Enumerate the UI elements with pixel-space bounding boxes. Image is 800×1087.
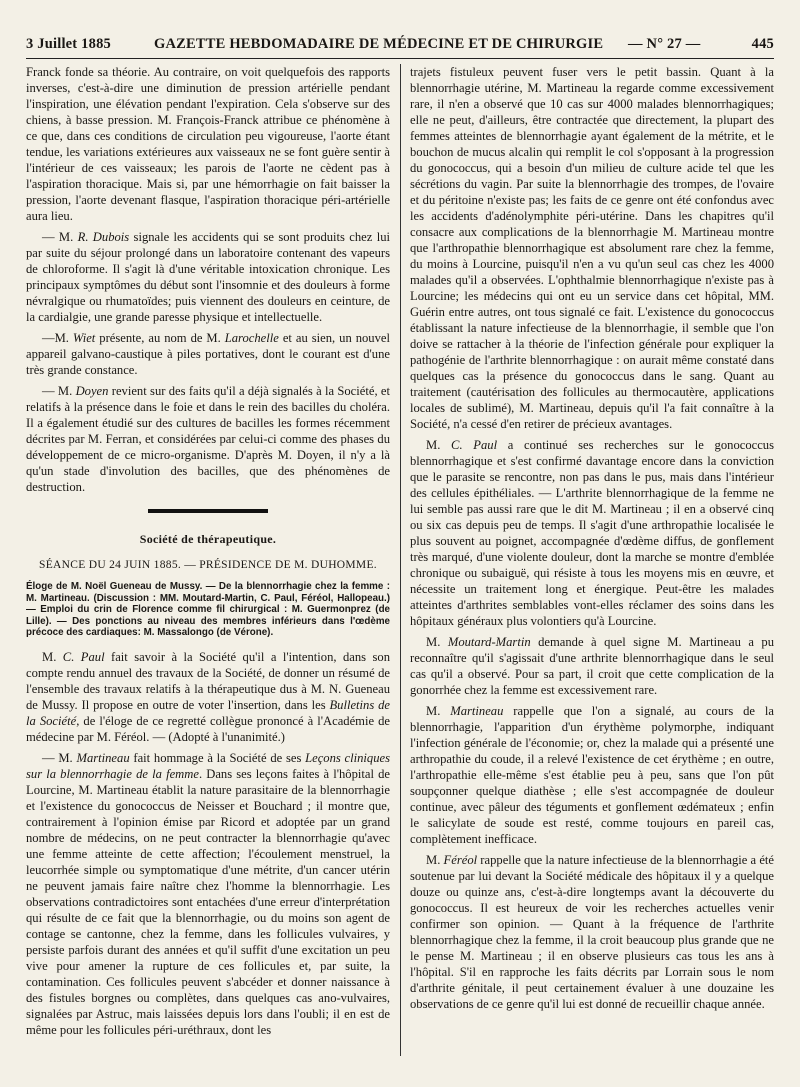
speaker-name: R. Dubois [77,230,130,244]
italic-title: Bulletins de la Société [26,697,390,728]
speaker-name: C. Paul [451,438,498,452]
dash-prefix: — M. [42,384,76,398]
paragraph-text: fait hommage à la Société de ses [129,750,306,765]
column-divider [400,64,401,1056]
left-column [26,64,390,1054]
paragraph-moutard-martin [410,634,774,698]
section-separator [148,509,268,513]
session-summary: Éloge de M. Noël Gueneau de Mussy. — De la blennorrhagie chez la femme : M. Martineau. (Discussion : MM. Moutard-Martin, C. Paul, Féréol, Hallopeau.) — Emploi du crin de Florence comme fil chirurgical : M. Guermonprez (de Lille). — Des ponctions au niveau des membres inférieurs dans l'œdème précoce des cardiaques: M. Massalongo (de Vérone). [26,581,390,639]
paragraph-text: a continué ses recherches sur le gonococcus blennorrhagique et s'est confirmé davantage encore dans la conviction que le parasite se rencontre, non pas dans le pus, mais dans l'intérieur des cellules épithéliales. — L'arthrite blennorrhagique de la femme ne lui semble pas aussi rare que le dit M. Martineau ; il en a observé cinq ou six cas depuis peu de temps. Il s'agit d'une arthropathie localisée le plus souvent au poignet, accompagnée d'œdème diffus, de gonflement très marqué, d'une violente douleur, dont la marche se montre d'emblée chronique ou subaiguë, qui résiste à tous les moyens mis en œuvre, et nécessite un traitement long et énergique. Peut-être les malades atteintes d'arthrites semblables vont-elles réclamer des soins dans les hôpitaux généraux plus volontiers qu'à Lourcine. [410,438,774,628]
page-number: 445 [751,36,774,52]
paragraph-continuation: trajets fistuleux peuvent fuser vers le petit bassin. Quant à la blennorrhagie utérine, M. Martineau la regarde comme excessivement rare, il n'en a observé que 10 cas sur 4000 malades blennorrhagiques; elle ne peut, d'ailleurs, être contractée que directement, la plupart des femmes atteintes de blennorrhagie ayant également de la métrite, et le bouchon de mucus alcalin qui remplit le col s'opposant à la progression du gonococcus, qui a besoin d'un milieu de culture acide tel que les sécrétions du vagin. Par suite la blennorrhagie des trompes, de l'ovaire et du péritoine n'existe pas; les faits de ce genre ont été confondus avec les accidents d'adénolymphite péri-utérine. Dans les chapitres qu'il consacre aux complications de la blennorrhagie M. Martineau montre que l'arthropathie blennorrhagique est absolument rare chez la femme, du moins à Lourcine, puisqu'il n'en a vu qu'un seul cas chez les 4000 malades qu'il a observées. L'ophthalmie blennorrhagique n'existe pas à Lourcine; les médecins qui ont eu un service dans cet hôpital, MM. Guérin entre autres, ont tous signalé ce fait. L'existence du gonococcus établissant la nature infectieuse de la blennorrhagie, il semble que l'on doive se rattacher à la théorie de l'infection générale pour expliquer la pathogénie de l'arthrite blennorrhagique : on aurait même constaté dans quelques cas la présence du gonococcus dans le sang. Quant au traitement (cautérisation des follicules au thermocautère, applications locales de sublimé), M. Martineau, depuis qu'il l'a fait connaître à la Société, n'a cessé d'en retirer de précieux avantages. [410,65,774,431]
speaker-name: Martineau [76,750,130,765]
paragraph-text: et au sien, un nouvel appareil galvano-caustique à piles portatives, dont le courant est d'une très grande constance. [26,331,390,377]
italic-title: Leçons cliniques sur la blennorrhagie de la femme [26,750,390,781]
speaker-name: Larochelle [224,331,279,345]
paragraph-doyen [26,383,390,495]
issue-date: 3 Juillet 1885 [26,36,111,52]
paragraph-wiet [26,330,390,378]
paragraph-text: signale les accidents qui se sont produits chez lui par suite du séjour prolongé dans un laboratoire contenant des vapeurs de chloroforme. Il s'agit là d'une véritable intoxication chronique. Les principaux symptômes du début sont l'insomnie et des douleurs à forme névralgique ou rhumatoïdes; puis viennent des douleurs en ceinture, de la cardialgie, une grande paresse physique et intellectuelle. [26,230,390,324]
prefix: M. [42,649,63,664]
header-rule [26,58,774,59]
paragraph-text: , de l'éloge de ce regretté collègue prononcé à l'Académie de médecine par M. Féréol. — (Adopté à l'unanimité.) [26,713,390,744]
society-title: Société de thérapeutique. [139,532,277,546]
paragraph-text: demande à quel signe M. Martineau a pu reconnaître qu'il s'agissait d'une arthrite blennorrhagique dans le seul cas qu'il a observé. Pour sa part, il croit que cette complication de la gonorrhée chez la femme est excessivement rare. [410,635,774,697]
paragraph-text: revient sur des faits qu'il a déjà signalés à la Société, et relatifs à la présence dans le foie et dans le rein des bacilles du choléra. Il a également étudié sur des cultures de bacilles les formes récemment décrites par M. Ferran, et considérées par celui-ci comme des phases du développement de ce micro-organisme. D'après M. Doyen, il n'y a là qu'un stade d'involution des bacilles, que des phénomènes de destruction. [26,384,390,494]
journal-title: GAZETTE HEBDOMADAIRE DE MÉDECINE ET DE CHIRURGIE [154,36,604,52]
dash-prefix: — M. [42,230,78,244]
right-column [410,64,774,1054]
paragraph-martineau [26,750,390,1038]
prefix: M. [426,853,444,867]
speaker-name: C. Paul [62,649,105,664]
paragraph-c-paul [26,649,390,745]
paragraph-c-paul-2 [410,437,774,629]
paragraph-text: rappelle que l'on a signalé, au cours de la blennorrhagie, l'apparition d'un érythème polymorphe, indiquant l'infection générale de l'économie; or, chez la malade qui a présenté une arthropathie du coude, il a relevé l'existence de cet érythème ; en outre, l'arthropathie elle-même s'est établie peu à peu, sans que l'on pût soupçonner quelque diathèse ; elle s'est accompagnée de douleur continue, avec pâleur des téguments et gonflement œdémateux ; enfin le salicylate de soude est resté, comme toujours en pareil cas, complètement inefficace. [410,704,774,846]
paragraph-text: rappelle que la nature infectieuse de la blennorrhagie a été soutenue par lui devant la Société médicale des hôpitaux il y a quelque douze ou quinze ans, c'est-à-dire longtemps avant la découverte du gonococcus. Il est heureux de voir les recherches actuelles venir confirmer son opinion. — Quant à la fréquence de l'arthrite blennorrhagique chez la femme, il la croit beaucoup plus grande que ne le pense M. Martineau ; il en observe plusieurs cas tous les ans à l'hôpital. S'il en rapproche les faits décrits par Lorrain sous le nom d'arthrite génitale, il peut certainement évaluer à une douzaine les observations de ce genre qu'il lui est donné de recueillir chaque année. [410,853,774,1011]
paragraph-francois-franck: Franck fonde sa théorie. Au contraire, on voit quelquefois des rapports inverses, c'est-à-dire une diminution de pression artérielle pendant l'inspiration, une élévation pendant l'expiration. Cela s'observe sur des chiens, à basse pression. M. François-Franck attribue ce phénomène à ce que, dans ces conditions de circulation peu vigoureuse, l'aorte étant tendue, les variations extérieures aux vaisseaux ne se font guère sentir à l'intérieur de ces vaisseaux; les parois de l'aorte ne cèdent pas à l'aspiration thoracique. Mais si, par une hémorrhagie on fait baisser la pression, l'aorte devenant flasque, l'aspiration thoracique péri-artérielle aura lieu. [26,65,390,223]
dash-prefix: —M. [42,331,73,345]
paragraph-martineau-2 [410,703,774,847]
speaker-name: Féréol [443,853,478,867]
speaker-name: Wiet [72,331,96,345]
dash-prefix: — M. [42,750,77,765]
paragraph-text: . Dans ses leçons faites à l'hôpital de Lourcine, M. Martineau établit la nature parasitaire de la blennorrhagie et l'existence du gonococcus de Neisser et Bouchard ; il montre que, contrairement à l'opinion émise par Ricord et adoptée par un grand nombre de médecins, on ne peut contracter la blennorrhagie qu'avec une femme atteinte de cette affection; l'écoulement menstruel, la leucorrhée simple ou symptomatique d'une métrite, d'un cancer utérin ne peuvent jamais faire naître chez l'homme la blennorrhagie. Les observations contradictoires sont entachées d'une erreur d'interprétation qui résulte de ce fait que la blennorrhagie, ou du moins son agent de contage se cantonne, chez la femme, dans les follicules vulvaires, y persiste parfois durant des années et qu'il suffit d'une excitation un peu vive pour amener la rupture de ces follicules et, par suite, la contamination. Ces follicules peuvent s'abcéder et donner naissance à des fistules borgnes ou complètes, dans quelques cas ano-vulvaires, signalées par Astruc, mais laissées depuis lors dans l'oubli; il en est de même pour les follicules péri-uréthraux, dont les [26,766,390,1037]
prefix: M. [426,704,451,718]
speaker-name: Moutard-Martin [447,635,531,649]
paragraph-fereol [410,852,774,1012]
running-header [26,36,774,56]
prefix: M. [426,635,448,649]
seance-line: SÉANCE DU 24 JUIN 1885. — PRÉSIDENCE DE M. DUHOMME. [39,559,377,571]
paragraph-text: présente, au nom de M. [95,331,225,345]
issue-number: — N° 27 — [628,36,701,52]
paragraph-dubois [26,229,390,325]
paragraph-text: fait savoir à la Société qu'il a l'intention, dans son compte rendu annuel des travaux de la Société, de donner un résumé de l'ensemble des travaux relatifs à la thérapeutique dus à M. N. Gueneau de Mussy. Il propose en outre de voter l'insertion, dans les [26,649,390,712]
speaker-name: Martineau [450,704,504,718]
speaker-name: Doyen [75,384,109,398]
prefix: M. [426,438,452,452]
